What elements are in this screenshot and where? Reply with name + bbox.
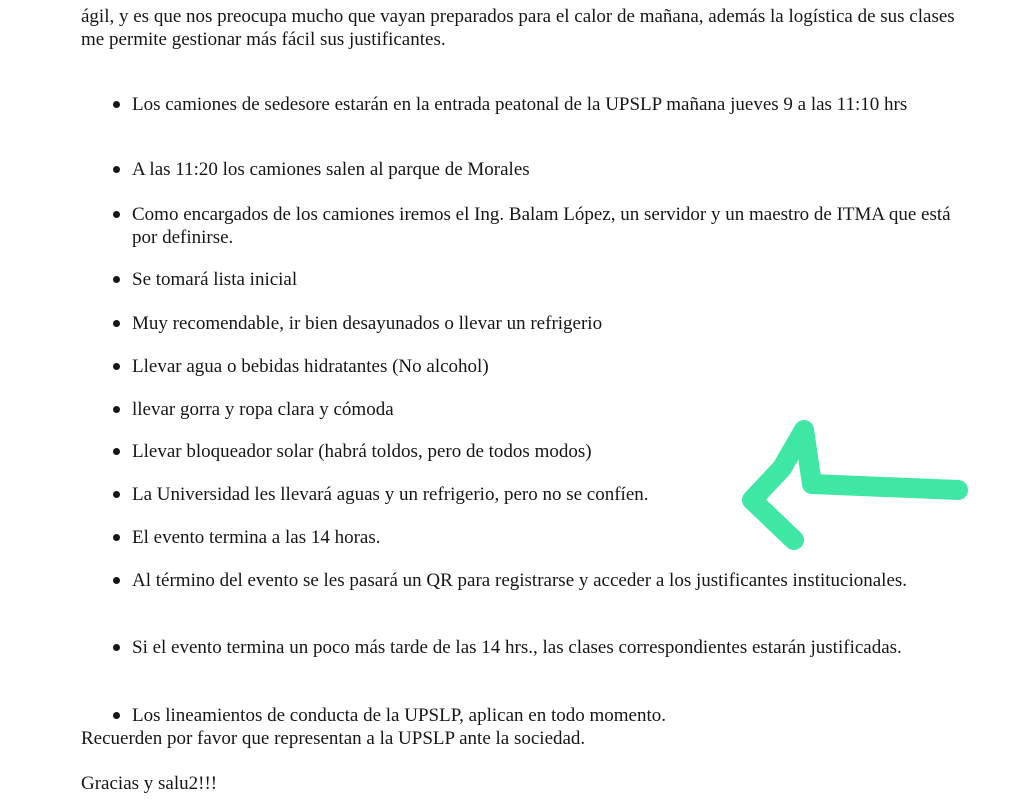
list-item: Se tomará lista inicial: [132, 268, 972, 291]
list-item: Llevar bloqueador solar (habrá toldos, pero de todos modos): [132, 440, 972, 463]
list-item: Como encargados de los camiones iremos el Ing. Balam López, un servidor y un maestro de ITMA que está por definirse.: [132, 203, 972, 249]
list-item: El evento termina a las 14 horas.: [132, 526, 972, 549]
list-item: Los camiones de sedesore estarán en la entrada peatonal de la UPSLP mañana jueves 9 a las 11:10 hrs: [132, 93, 972, 116]
intro-paragraph: ágil, y es que nos preocupa mucho que vayan preparados para el calor de mañana, además la logística de sus clases me permite gestionar más fácil sus justificantes.: [81, 6, 955, 50]
list-item: A las 11:20 los camiones salen al parque de Morales: [132, 158, 972, 181]
list-item: Si el evento termina un poco más tarde de las 14 hrs., las clases correspondientes estarán justificadas.: [132, 636, 972, 659]
list-item: Al término del evento se les pasará un QR para registrarse y acceder a los justificantes institucionales.: [132, 569, 972, 592]
closing-line: Recuerden por favor que representan a la UPSLP ante la sociedad.: [81, 728, 586, 749]
list-item: Los lineamientos de conducta de la UPSLP, aplican en todo momento.: [132, 704, 972, 727]
list-item: Muy recomendable, ir bien desayunados o llevar un refrigerio: [132, 312, 972, 335]
list-item: llevar gorra y ropa clara y cómoda: [132, 398, 972, 421]
sign-off: Gracias y salu2!!!: [81, 773, 218, 794]
list-item: La Universidad les llevará aguas y un refrigerio, pero no se confíen.: [132, 483, 972, 506]
list-item: Llevar agua o bebidas hidratantes (No alcohol): [132, 355, 972, 378]
